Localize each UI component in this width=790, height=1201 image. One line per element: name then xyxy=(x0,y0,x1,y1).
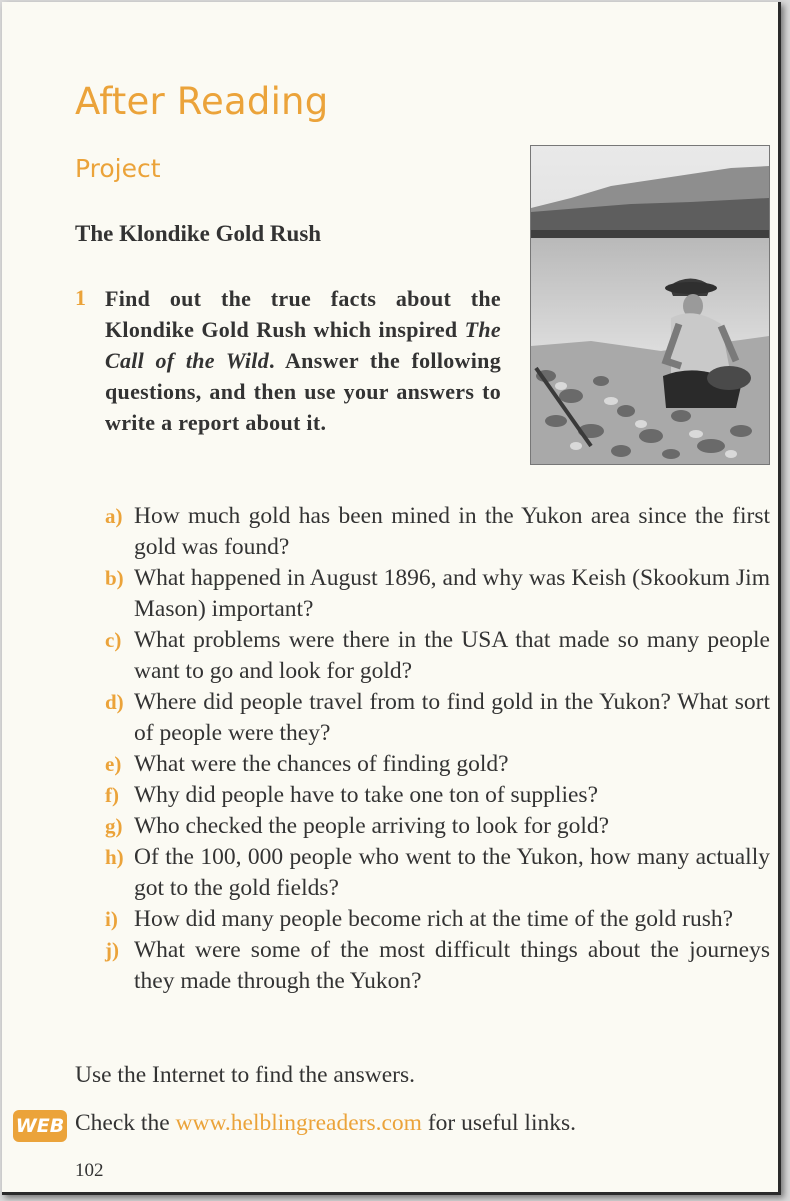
question-letter: b) xyxy=(105,566,124,590)
question-letter: h) xyxy=(105,845,124,869)
question-letter: e) xyxy=(105,752,122,776)
question-letter: j) xyxy=(105,938,119,962)
check-prefix: Check the xyxy=(75,1110,176,1136)
question-letter: g) xyxy=(105,814,123,838)
question-text: What happened in August 1896, and why was Keish (Skookum Jim Mason) important? xyxy=(134,565,770,622)
task-number: 1 xyxy=(75,285,86,310)
section-label: Project xyxy=(75,154,161,183)
question-item xyxy=(105,935,770,997)
question-item xyxy=(105,780,770,811)
web-links-line xyxy=(75,1110,576,1137)
question-text: What were the chances of finding gold? xyxy=(134,751,509,777)
website-link[interactable]: www.helblingreaders.com xyxy=(175,1110,422,1136)
page-title: After Reading xyxy=(75,80,329,123)
question-text: Where did people travel from to find gold in the Yukon? What sort of people were they? xyxy=(134,689,770,746)
question-item xyxy=(105,687,770,749)
question-text: What problems were there in the USA that made so many people want to go and look for gold? xyxy=(134,627,770,684)
task-instruction xyxy=(105,283,501,438)
task-text-start: Find out the true facts about the Klondike Gold Rush which inspired xyxy=(105,286,501,342)
question-item xyxy=(105,842,770,904)
question-letter: a) xyxy=(105,504,123,528)
question-letter: d) xyxy=(105,690,124,714)
question-item xyxy=(105,501,770,563)
book-page xyxy=(2,2,781,1195)
question-item xyxy=(105,625,770,687)
question-item xyxy=(105,811,770,842)
internet-note: Use the Internet to find the answers. xyxy=(75,1062,415,1088)
prospector-photo-icon xyxy=(530,145,770,465)
question-text: How much gold has been mined in the Yukon area since the first gold was found? xyxy=(134,503,770,560)
check-suffix: for useful links. xyxy=(421,1110,576,1136)
question-text: How did many people become rich at the time of the gold rush? xyxy=(134,906,734,932)
question-letter: c) xyxy=(105,628,122,652)
book-title: The Call of the Wild xyxy=(105,317,501,373)
question-item xyxy=(105,563,770,625)
question-letter: i) xyxy=(105,907,118,931)
question-text: Of the 100, 000 people who went to the Yukon, how many actually got to the gold fields? xyxy=(134,844,770,901)
question-text: Why did people have to take one ton of supplies? xyxy=(134,782,598,808)
page-number: 102 xyxy=(75,1160,104,1181)
task-text-end: . Answer the following questions, and then use your answers to write a report about it. xyxy=(105,348,501,435)
question-text: What were some of the most difficult things about the journeys they made through the Yukon? xyxy=(134,937,770,994)
question-item xyxy=(105,749,770,780)
web-badge-icon: WEB xyxy=(13,1110,67,1142)
question-list xyxy=(105,501,770,997)
question-letter: f) xyxy=(105,783,119,807)
project-heading: The Klondike Gold Rush xyxy=(75,221,322,246)
question-item xyxy=(105,904,770,935)
question-text: Who checked the people arriving to look for gold? xyxy=(134,813,610,839)
